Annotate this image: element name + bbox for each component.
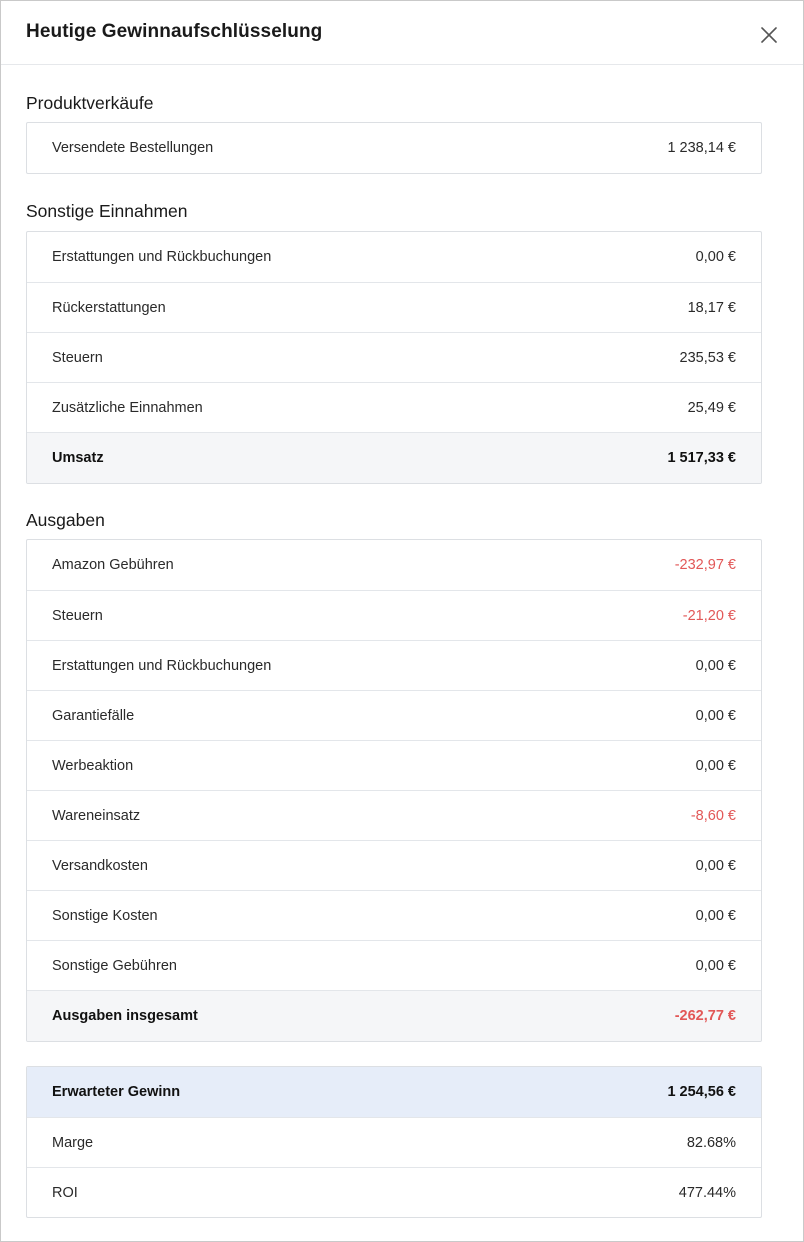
row-label: Sonstige Gebühren — [52, 957, 177, 974]
row-value: 82.68% — [686, 1134, 736, 1151]
close-button[interactable] — [757, 23, 781, 47]
row-value: -232,97 € — [674, 557, 736, 573]
row-label: Erwarteter Gewinn — [52, 1084, 181, 1100]
row-taxes — [27, 332, 761, 382]
row-amazon-fees — [27, 540, 761, 590]
row-label: Rückerstattungen — [52, 299, 166, 316]
row-label: Erstattungen und Rückbuchungen — [52, 657, 272, 674]
row-label: ROI — [52, 1184, 78, 1201]
row-shipping-costs — [27, 840, 761, 890]
row-value: 0,00 € — [695, 249, 736, 265]
row-label: Ausgaben insgesamt — [52, 1008, 198, 1024]
row-value: 25,49 € — [687, 399, 736, 416]
expenses-card — [26, 539, 762, 1042]
row-expenses-total — [27, 990, 761, 1041]
row-value: 0,00 € — [695, 657, 736, 674]
row-value: 1 238,14 € — [667, 140, 736, 156]
row-other-fees — [27, 940, 761, 990]
row-other-costs — [27, 890, 761, 940]
row-cost-of-goods — [27, 790, 761, 840]
other-income-card — [26, 231, 762, 484]
row-label: Steuern — [52, 607, 103, 624]
row-value: 0,00 € — [695, 707, 736, 724]
modal-header — [1, 1, 803, 65]
row-value: -262,77 € — [674, 1008, 736, 1024]
row-promotion — [27, 740, 761, 790]
summary-card — [26, 1066, 762, 1218]
modal-title: Heutige Gewinnaufschlüsselung — [26, 21, 323, 42]
row-value: 477.44% — [678, 1184, 736, 1201]
row-label: Versandkosten — [52, 857, 148, 874]
row-value: 18,17 € — [687, 299, 736, 316]
row-revenue-total — [27, 432, 761, 483]
row-roi — [27, 1167, 761, 1217]
row-expected-profit — [27, 1067, 761, 1117]
row-label: Erstattungen und Rückbuchungen — [52, 249, 272, 265]
row-margin — [27, 1117, 761, 1167]
section-title-expenses: Ausgaben — [26, 510, 105, 530]
row-value: 0,00 € — [695, 907, 736, 924]
product-sales-card — [26, 122, 762, 174]
section-title-other-income: Sonstige Einnahmen — [26, 201, 188, 221]
row-label: Wareneinsatz — [52, 807, 141, 824]
row-additional-income — [27, 382, 761, 432]
row-value: 1 517,33 € — [667, 450, 736, 466]
row-warranty-claims — [27, 690, 761, 740]
row-value: 0,00 € — [695, 757, 736, 774]
row-refunds-chargebacks — [27, 640, 761, 690]
row-label: Versendete Bestellungen — [52, 140, 214, 156]
row-label: Amazon Gebühren — [52, 557, 174, 573]
row-label: Umsatz — [52, 450, 104, 466]
row-value: 235,53 € — [679, 349, 736, 366]
close-icon — [761, 27, 777, 43]
row-label: Steuern — [52, 349, 103, 366]
row-label: Garantiefälle — [52, 707, 135, 724]
row-value: 0,00 € — [695, 957, 736, 974]
row-shipped-orders — [27, 123, 761, 173]
row-refunds-chargebacks — [27, 232, 761, 282]
row-taxes — [27, 590, 761, 640]
row-label: Marge — [52, 1134, 94, 1151]
row-value: -21,20 € — [682, 607, 736, 624]
section-title-product-sales: Produktverkäufe — [26, 93, 154, 113]
row-label: Werbeaktion — [52, 757, 134, 774]
row-reimbursements — [27, 282, 761, 332]
row-value: -8,60 € — [690, 807, 736, 824]
row-value: 0,00 € — [695, 857, 736, 874]
row-label: Zusätzliche Einnahmen — [52, 399, 203, 416]
row-value: 1 254,56 € — [667, 1084, 736, 1100]
row-label: Sonstige Kosten — [52, 907, 158, 924]
